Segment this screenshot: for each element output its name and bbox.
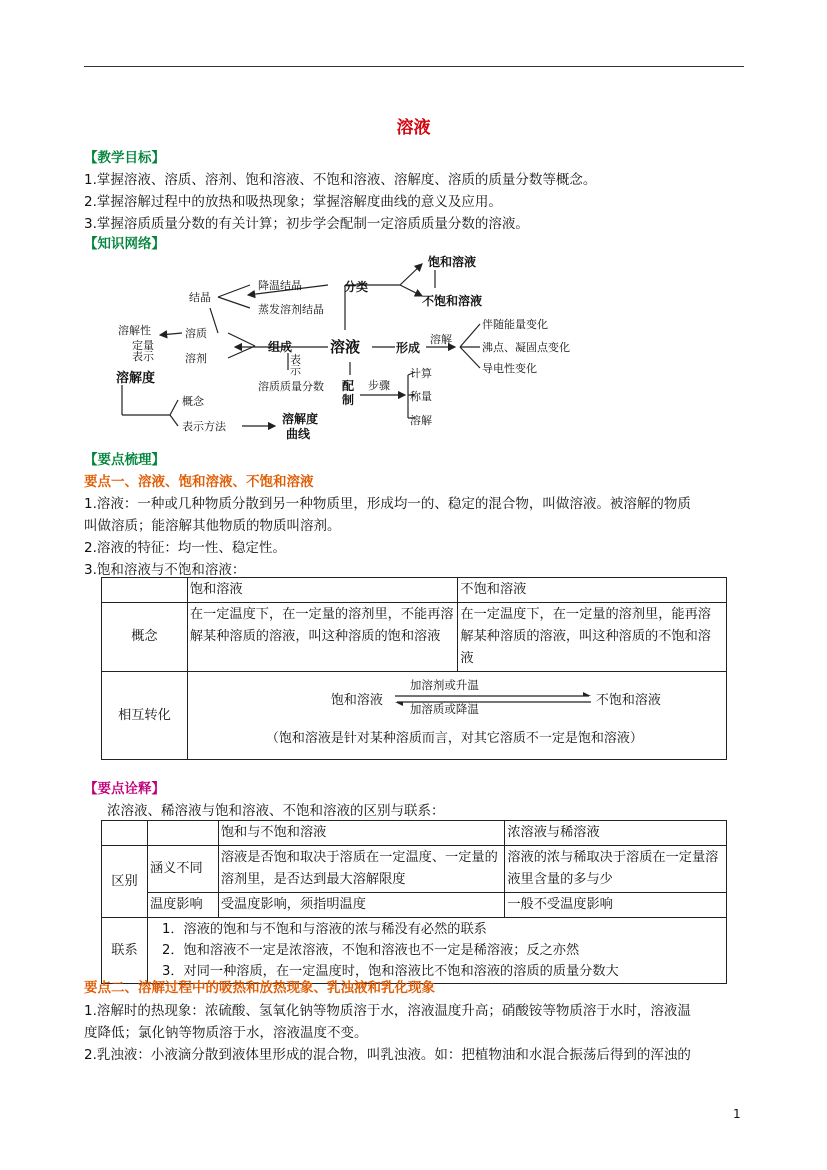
concentration-table — [101, 820, 727, 984]
notes-heading: 【要点诠释】 — [84, 781, 165, 797]
diagram-label-conductivity: 导电性变化 — [482, 362, 537, 375]
row-subhead: 温度影响 — [147, 893, 218, 918]
conversion-cell — [187, 672, 726, 760]
table-cell: 溶液是否饱和取决于溶质在一定温度、一定量的溶剂里，是否达到最大溶解限度 — [218, 846, 505, 893]
network-heading: 【知识网络】 — [84, 236, 165, 252]
diagram-label-curve2: 曲线 — [286, 427, 311, 441]
conv-top: 加溶剂或升温 — [409, 678, 479, 692]
diagram-label-energy: 伴随能量变化 — [482, 318, 548, 331]
row-subhead: 涵义不同 — [147, 846, 218, 893]
point1-title: 要点一、溶液、饱和溶液、不饱和溶液 — [84, 474, 314, 490]
diagram-label-concept: 概念 — [182, 395, 204, 408]
point2-line: 2.乳浊液：小液滴分散到液体里形成的混合物，叫乳浊液。如：把植物油和水混合振荡后得到的浑浊的 — [84, 1047, 691, 1063]
diagram-label-cool-crystal: 降温结晶 — [258, 279, 302, 292]
goal-item: 2.掌握溶解过程中的放热和吸热现象；掌握溶解度曲线的意义及应用。 — [84, 194, 502, 210]
link-item: 2．饱和溶液不一定是浓溶液，不饱和溶液也不一定是稀溶液；反之亦然 — [161, 943, 580, 958]
diagram-label-steps: 步骤 — [368, 379, 390, 392]
table-header: 不饱和溶液 — [458, 578, 727, 603]
diagram-label-prepare2: 制 — [342, 393, 355, 407]
diagram-label-represent: 表示 — [132, 350, 154, 363]
conv-left: 饱和溶液 — [330, 693, 383, 708]
diagram-label-composition-rep1: 表 — [290, 353, 301, 366]
diagram-label-calc: 计算 — [410, 367, 432, 380]
header-rule — [84, 66, 744, 67]
link-item: 1．溶液的饱和与不饱和与溶液的浓与稀没有必然的联系 — [161, 922, 487, 937]
diagram-label-crystal: 结晶 — [189, 291, 211, 304]
diagram-label-formation: 形成 — [396, 341, 421, 355]
saturation-table — [101, 577, 727, 760]
diagram-label-weigh: 称量 — [410, 390, 432, 403]
row-head: 区别 — [102, 846, 148, 918]
table-header: 饱和与不饱和溶液 — [218, 821, 505, 846]
link-cell — [147, 918, 726, 984]
page-title: 溶液 — [396, 118, 431, 138]
knowledge-network-diagram — [110, 250, 590, 445]
diagram-label-solubility-char: 溶解性 — [118, 324, 151, 337]
diagram-label-composition: 组成 — [268, 340, 293, 354]
point1-line: 叫做溶质；能溶解其他物质的物质叫溶剂。 — [84, 518, 341, 534]
point2-line: 1.溶解时的热现象：浓硫酸、氢氧化钠等物质溶于水，溶液温度升高；硝酸铵等物质溶于水时，溶液温 — [84, 1003, 691, 1019]
diagram-label-curve1: 溶解度 — [282, 412, 319, 426]
conv-note: （饱和溶液是针对某种溶质而言，对其它溶质不一定是饱和溶液） — [265, 731, 643, 746]
diagram-label-saturated: 饱和溶液 — [428, 255, 477, 269]
diagram-label-dissolve2: 溶解 — [410, 414, 432, 427]
goal-item: 3.掌握溶质质量分数的有关计算；初步学会配制一定溶质质量分数的溶液。 — [84, 216, 529, 232]
point1-line: 1.溶液：一种或几种物质分散到另一种物质里，形成均一的、稳定的混合物，叫做溶液。被溶解的物质 — [84, 496, 691, 512]
diagram-label-classify: 分类 — [344, 280, 369, 294]
table-cell: 溶液的浓与稀取决于溶质在一定量溶液里含量的多与少 — [505, 846, 727, 893]
point1-line: 2.溶液的特征：均一性、稳定性。 — [84, 540, 286, 556]
diagram-label-solubility: 溶解度 — [116, 371, 156, 386]
goals-heading: 【教学目标】 — [84, 150, 165, 166]
table-cell: 受温度影响，须指明温度 — [218, 893, 505, 918]
diagram-label-composition-rep2: 示 — [290, 364, 301, 377]
diagram-label-bp-fp: 沸点、凝固点变化 — [482, 341, 570, 354]
table-cell: 在一定温度下，在一定量的溶剂里，不能再溶解某种溶质的溶液，叫这种溶质的饱和溶液 — [187, 603, 458, 672]
diagram-label-method: 表示方法 — [182, 420, 226, 433]
table-cell: 在一定温度下，在一定量的溶剂里，能再溶解某种溶质的溶液，叫这种溶质的不饱和溶液 — [458, 603, 727, 672]
diagram-label-prepare1: 配 — [342, 379, 355, 393]
diagram-label-unsaturated: 不饱和溶液 — [422, 294, 483, 308]
row-head: 联系 — [102, 918, 148, 984]
review-heading: 【要点梳理】 — [84, 452, 165, 468]
point2-line: 度降低；氯化钠等物质溶于水，溶液温度不变。 — [84, 1025, 368, 1041]
goal-item: 1.掌握溶液、溶质、溶剂、饱和溶液、不饱和溶液、溶解度、溶质的质量分数等概念。 — [84, 172, 597, 188]
table-header: 饱和溶液 — [187, 578, 458, 603]
diagram-label-solvent: 溶剂 — [185, 352, 207, 365]
conv-bottom: 加溶质或降温 — [409, 702, 479, 716]
diagram-label-solute: 溶质 — [185, 327, 207, 340]
diagram-label-evap-crystal: 蒸发溶剂结晶 — [258, 303, 324, 316]
conversion-arrows — [393, 692, 593, 706]
diagram-label-mass-fraction: 溶质质量分数 — [258, 380, 324, 393]
diagram-label-quant: 定量 — [132, 339, 154, 352]
diagram-label-center: 溶液 — [330, 338, 361, 356]
page-number: 1 — [733, 1107, 741, 1121]
table-cell: 一般不受温度影响 — [505, 893, 727, 918]
point1-line: 3.饱和溶液与不饱和溶液： — [84, 562, 246, 578]
point2-title: 要点二、溶解过程中的吸热和放热现象、乳浊液和乳化现象 — [84, 980, 435, 996]
conv-right: 不饱和溶液 — [595, 693, 661, 708]
link-item: 3．对同一种溶质，在一定温度时，饱和溶液比不饱和溶液的溶质的质量分数大 — [161, 964, 619, 979]
row-head: 相互转化 — [102, 672, 188, 760]
row-head: 概念 — [102, 603, 188, 672]
notes-intro: 浓溶液、稀溶液与饱和溶液、不饱和溶液的区别与联系： — [107, 803, 445, 819]
diagram-label-dissolve: 溶解 — [430, 333, 452, 346]
table-header: 浓溶液与稀溶液 — [505, 821, 727, 846]
